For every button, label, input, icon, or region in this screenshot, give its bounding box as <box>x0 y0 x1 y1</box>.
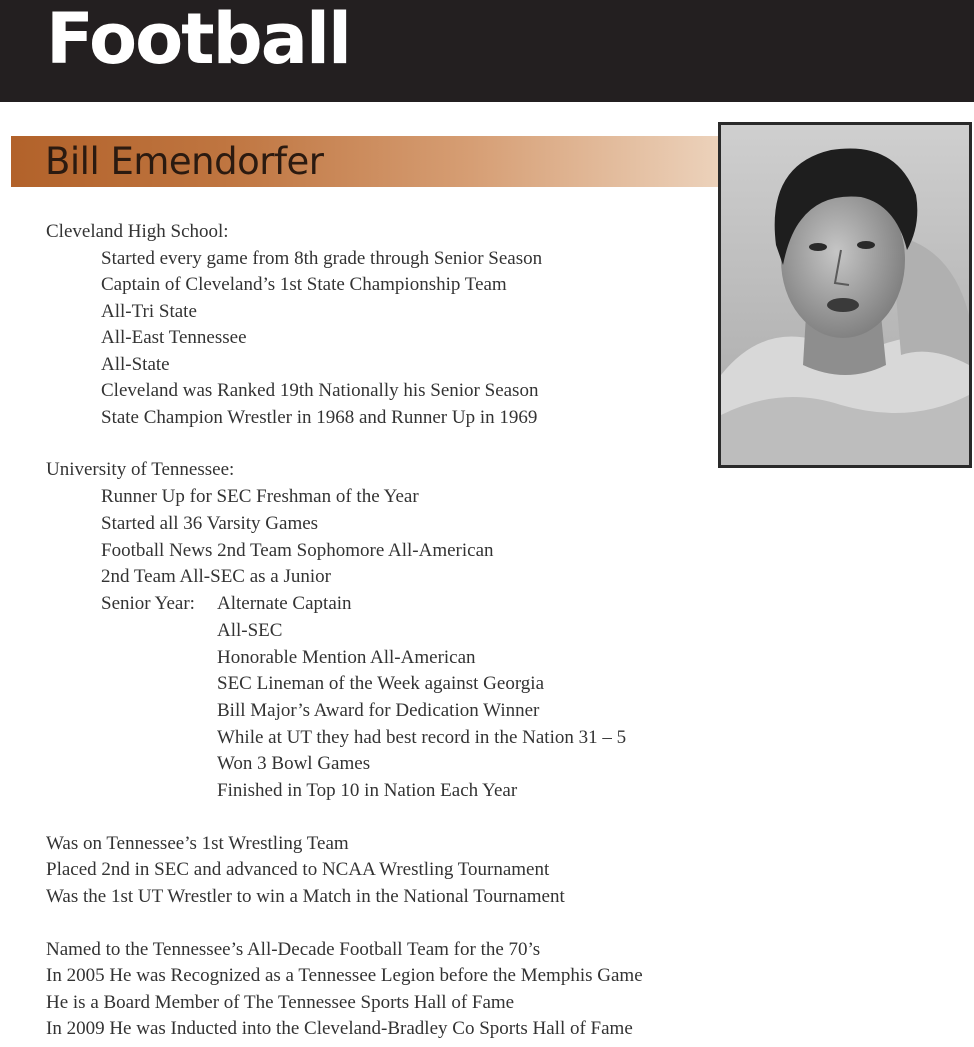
list-item: Named to the Tennessee’s All-Decade Football Team for the 70’s <box>46 939 541 960</box>
list-item: Runner Up for SEC Freshman of the Year <box>101 486 419 507</box>
player-name: Bill Emendorfer <box>45 140 324 183</box>
player-photo <box>718 122 972 468</box>
list-item: State Champion Wrestler in 1968 and Runner Up in 1969 <box>101 407 538 428</box>
name-banner <box>11 136 719 187</box>
list-item: Finished in Top 10 in Nation Each Year <box>217 780 518 801</box>
page-title: Football <box>46 0 350 80</box>
list-item: Captain of Cleveland’s 1st State Championship Team <box>101 274 507 295</box>
list-item: While at UT they had best record in the Nation 31 – 5 <box>217 727 627 748</box>
list-item: SEC Lineman of the Week against Georgia <box>217 673 545 694</box>
senior-year-label: Senior Year: <box>101 593 195 614</box>
list-item: In 2009 He was Inducted into the Cleveland-Bradley Co Sports Hall of Fame <box>46 1018 633 1039</box>
list-item: All-East Tennessee <box>101 327 247 348</box>
list-item: 2nd Team All-SEC as a Junior <box>101 566 331 587</box>
list-item: Started every game from 8th grade through Senior Season <box>101 248 543 269</box>
list-item: Started all 36 Varsity Games <box>101 513 319 534</box>
list-item: Won 3 Bowl Games <box>217 753 371 774</box>
list-item: Was the 1st UT Wrestler to win a Match in the National Tournament <box>46 886 565 907</box>
header-band <box>0 0 974 102</box>
list-item: All-Tri State <box>101 301 197 322</box>
list-item: Placed 2nd in SEC and advanced to NCAA Wrestling Tournament <box>46 859 550 880</box>
list-item: Football News 2nd Team Sophomore All-American <box>101 540 494 561</box>
list-item: All-SEC <box>217 620 283 641</box>
list-item: He is a Board Member of The Tennessee Sports Hall of Fame <box>46 992 515 1013</box>
section-heading-high-school: Cleveland High School: <box>46 221 229 242</box>
list-item: In 2005 He was Recognized as a Tennessee Legion before the Memphis Game <box>46 965 643 986</box>
list-item: Alternate Captain <box>217 593 352 614</box>
list-item: Bill Major’s Award for Dedication Winner <box>217 700 540 721</box>
list-item: Was on Tennessee’s 1st Wrestling Team <box>46 833 349 854</box>
section-heading-university: University of Tennessee: <box>46 459 235 480</box>
list-item: Cleveland was Ranked 19th Nationally his Senior Season <box>101 380 539 401</box>
list-item: All-State <box>101 354 170 375</box>
list-item: Honorable Mention All-American <box>217 647 476 668</box>
